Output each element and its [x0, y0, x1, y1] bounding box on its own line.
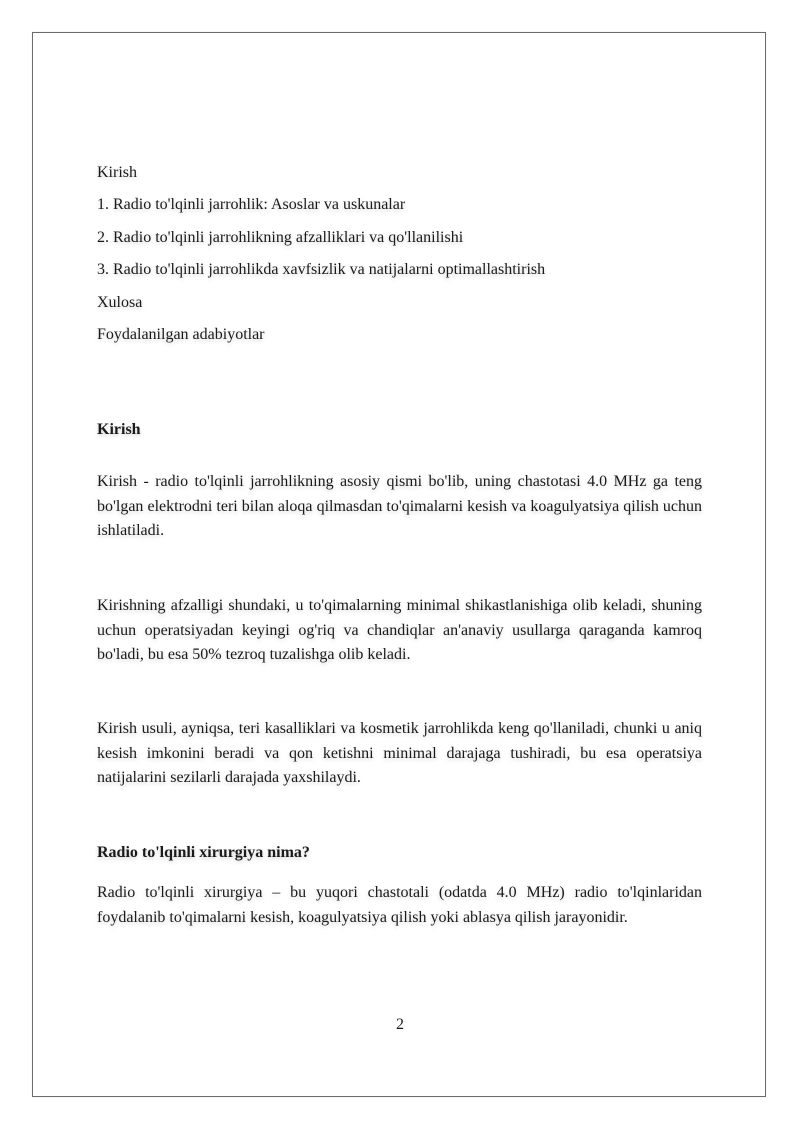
intro-paragraph-2: Kirishning afzalligi shundaki, u to'qimalarning minimal shikastlanishiga olib keladi, shuning uchun operatsiyadan keyingi og'riq va chandiqlar an'anaviy usullarga qaraganda kamroq bo'ladi, bu esa 50% tezroq tuzalishga olib keladi.	[97, 597, 702, 663]
toc-item-chapter-3: 3. Radio to'lqinli jarrohlikda xavfsizlik va natijalarni optimallashtirish	[97, 261, 546, 279]
toc-item-conclusion: Xulosa	[97, 293, 143, 311]
what-is-heading: Radio to'lqinli xirurgiya nima?	[97, 844, 310, 861]
what-is-paragraph: Radio to'lqinli xirurgiya – bu yuqori chastotali (odatda 4.0 MHz) radio to'lqinlaridan foydalanib to'qimalarni kesish, koagulyatsiya qilish yoki ablasya qilish jarayonidir.	[97, 884, 702, 926]
intro-heading: Kirish	[97, 421, 141, 438]
intro-paragraph-1: Kirish - radio to'lqinli jarrohlikning asosiy qismi bo'lib, uning chastotasi 4.0 MHz ga teng bo'lgan elektrodni teri bilan aloqa qilmasdan to'qimalarni kesish va koagulyatsiya qilish uchun ishlatiladi.	[97, 473, 702, 539]
page-number: 2	[396, 1016, 404, 1033]
table-of-contents	[97, 161, 702, 355]
toc-item-references: Foydalanilgan adabiyotlar	[97, 325, 265, 343]
toc-item-chapter-2: 2. Radio to'lqinli jarrohlikning afzalliklari va qo'llanilishi	[97, 228, 464, 246]
intro-paragraph-3: Kirish usuli, ayniqsa, teri kasalliklari va kosmetik jarrohlikda keng qo'llaniladi, chunki u aniq kesish imkonini beradi va qon ketishni minimal darajaga tushiradi, bu esa operatsiya natijalarini sezilarli darajada yaxshilaydi.	[97, 720, 702, 786]
toc-item-intro: Kirish	[97, 164, 137, 181]
toc-item-chapter-1: 1. Radio to'lqinli jarrohlik: Asoslar va uskunalar	[97, 196, 406, 214]
